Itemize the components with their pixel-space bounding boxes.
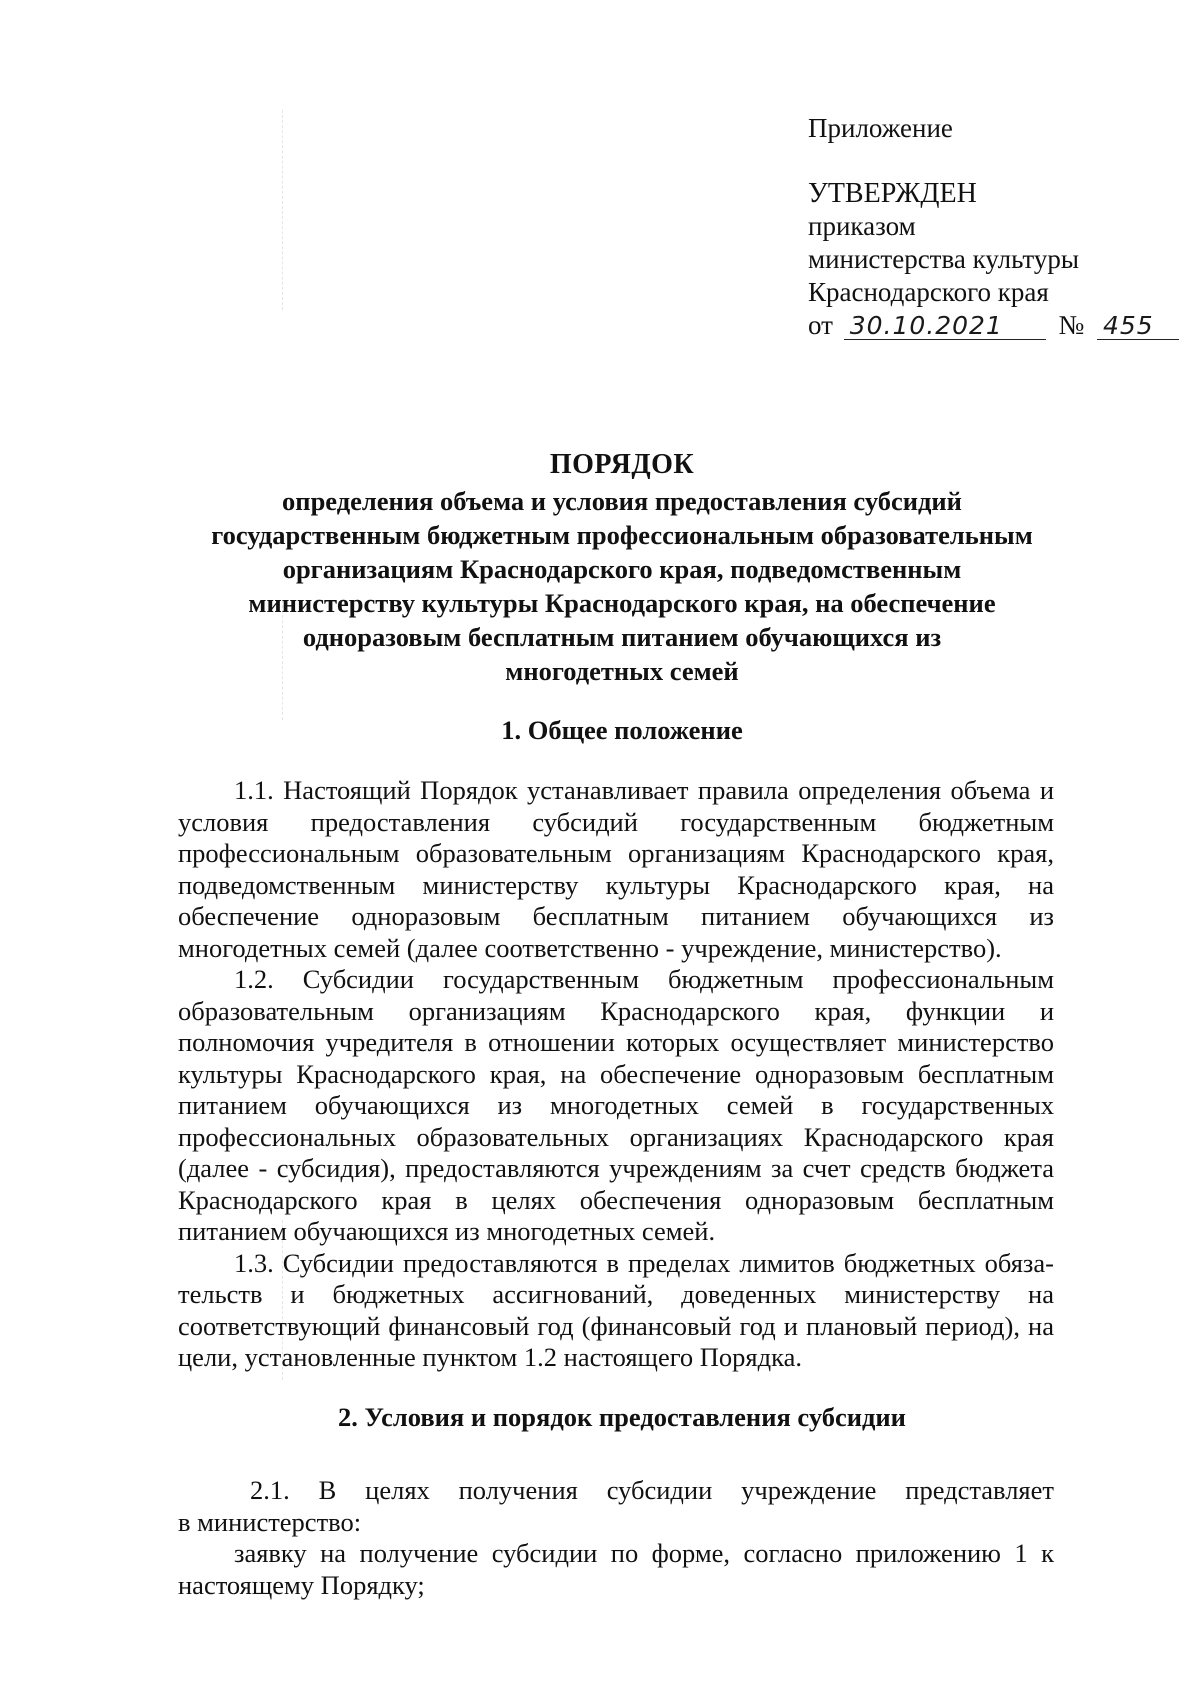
paragraph-2-1-item: заявку на получение субсидии по форме, согласно приложению 1 к настоящему Порядку;	[178, 1538, 1054, 1600]
approval-date-number-row	[808, 309, 1188, 342]
section-1-body	[178, 775, 1054, 1374]
paragraph-1-1: 1.1. Настоящий Порядок устанавливает правила определения объема и условия предоставления субсидий государственным бюджетным профессиональным образовательным организациям Краснодарского края, подведомственным министерству культуры Краснодарского края, на обеспечение одноразовым бесплатным питанием обучающихся из многодетных семей (далее соответственно - учреждение, министерство).	[178, 775, 1054, 963]
title-line: определения объема и условия предоставления субсидий	[282, 486, 962, 516]
paragraph-2-1-first-line	[178, 1475, 1054, 1507]
document-title: ПОРЯДОК	[549, 449, 695, 480]
handwritten-date: 30.10.2021	[844, 313, 1046, 340]
document-title-block	[190, 448, 1054, 688]
section-2-heading: 2. Условия и порядок предоставления субсидии	[338, 1402, 906, 1432]
paragraph-1-2: 1.2. Субсидии государственным бюджетным профессиональным образовательным организациям Краснодарского края, функции и полномочия учредителя в отношении которых осуществляет министерство культуры Краснодарского края, на обеспечение одноразовым бесплатным питанием обучающихся из многодетных семей в государственных профессиональных образовательных организациях Краснодарского края (далее - субсидия), предоставляются учреждениям за счет средств бюджета Краснодарского края в целях обеспечения одноразовым бесплатным питанием обучающихся из многодетных семей.	[178, 964, 1054, 1246]
p21-word: получения	[458, 1475, 578, 1505]
scan-artifact	[282, 110, 283, 310]
p21-word: целях	[365, 1475, 430, 1505]
p21-word: В	[318, 1475, 337, 1505]
paragraph-1-3: 1.3. Субсидии предоставляются в пределах лимитов бюджетных обязательств и бюджетных ассигнований, доведенных министерству на соответствующий финансовый год (финансовый год и плановый период), на цели, установленные пунктом 1.2 настоящего Порядка.	[178, 1247, 1054, 1372]
approval-line-region: Краснодарского края	[808, 277, 1049, 307]
approval-line-order: приказом	[808, 211, 916, 241]
p21-word: 2.1.	[250, 1475, 290, 1505]
approved-label: УТВЕРЖДЕН	[808, 178, 977, 209]
title-line: одноразовым бесплатным питанием обучающихся из	[302, 622, 942, 652]
number-prefix: №	[1058, 310, 1085, 340]
title-line: министерству культуры Краснодарского края, на обеспечение	[248, 588, 996, 618]
section-1-heading: 1. Общее положение	[501, 715, 743, 745]
title-line: организациям Краснодарского края, подведомственным	[282, 554, 962, 584]
appendix-label: Приложение	[808, 113, 953, 143]
section-2-body	[178, 1475, 1054, 1601]
approval-block	[808, 112, 1188, 342]
approval-line-ministry: министерства культуры	[808, 244, 1080, 274]
p21-word: субсидии	[606, 1475, 713, 1505]
p21-word: учреждение	[741, 1475, 877, 1505]
date-prefix: от	[808, 310, 833, 340]
handwritten-number: 455	[1097, 313, 1179, 340]
p21-word: представляет	[905, 1475, 1054, 1505]
title-line: государственным бюджетным профессиональным образовательным	[211, 520, 1033, 550]
title-line: многодетных семей	[505, 656, 739, 686]
paragraph-2-1-rest: в министерство:	[178, 1506, 362, 1537]
